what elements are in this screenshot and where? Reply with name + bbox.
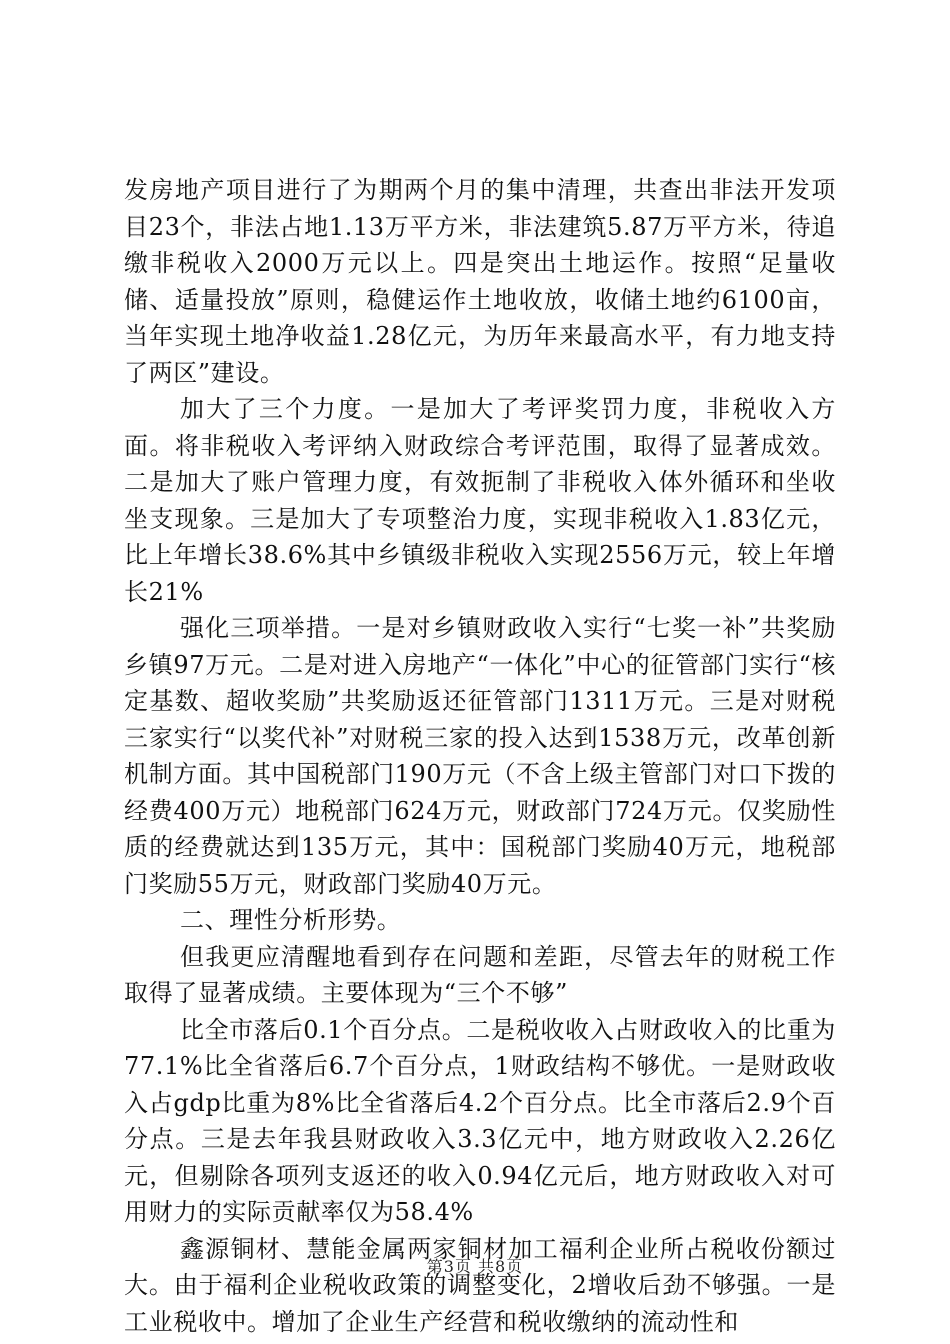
paragraph-6: 比全市落后0.1个百分点。二是税收收入占财政收入的比重为77.1%比全省落后6.7个百分点，1财政结构不够优。一是财政收入占gdp比重为8%比全省落后4.2个百分点。比全市落后2.9个百分点。三是去年我县财政收入3.3亿元中，地方财政收入2.26亿元，但剔除各项列支返还的收入0.94亿元后，地方财政收入对可用财力的实际贡献率仅为58.4% xyxy=(124,1015,836,1226)
document-body xyxy=(124,172,836,1340)
paragraph-1: 发房地产项目进行了为期两个月的集中清理，共查出非法开发项目23个，非法占地1.13万平方米，非法建筑5.87万平方米，待追缴非税收入2000万元以上。四是突出土地运作。按照“足量收储、适量投放”原则，稳健运作土地收放，收储土地约6100亩，当年实现土地净收益1.28亿元，为历年来最高水平，有力地支持了两区”建设。 xyxy=(124,176,836,387)
page-number-footer: 第3页 共8页 xyxy=(426,1257,524,1276)
paragraph-2: 加大了三个力度。一是加大了考评奖罚力度，非税收入方面。将非税收入考评纳入财政综合考评范围，取得了显著成效。二是加大了账户管理力度，有效扼制了非税收入体外循环和坐收坐支现象。三是加大了专项整治力度，实现非税收入1.83亿元，比上年增长38.6%其中乡镇级非税收入实现2556万元，较上年增长21% xyxy=(124,395,836,606)
paragraph-7: 鑫源铜材、慧能金属两家铜材加工福利企业所占税收份额过大。由于福利企业税收政策的调整变化，2增收后劲不够强。一是工业税收中。增加了企业生产经营和税收缴纳的流动性和 xyxy=(124,1234,836,1336)
paragraph-5: 但我更应清醒地看到存在问题和差距，尽管去年的财税工作取得了显著成绩。主要体现为“三个不够” xyxy=(124,942,836,1007)
paragraph-3: 强化三项举措。一是对乡镇财政收入实行“七奖一补”共奖励乡镇97万元。二是对进入房地产“一体化”中心的征管部门实行“核定基数、超收奖励”共奖励返还征管部门1311万元。三是对财税三家实行“以奖代补”对财税三家的投入达到1538万元，改革创新机制方面。其中国税部门190万元（不含上级主管部门对口下拨的经费400万元）地税部门624万元，财政部门724万元。仅奖励性质的经费就达到135万元，其中：国税部门奖励40万元，地税部门奖励55万元，财政部门奖励40万元。 xyxy=(124,614,836,898)
section-heading: 二、理性分析形势。 xyxy=(180,906,402,934)
